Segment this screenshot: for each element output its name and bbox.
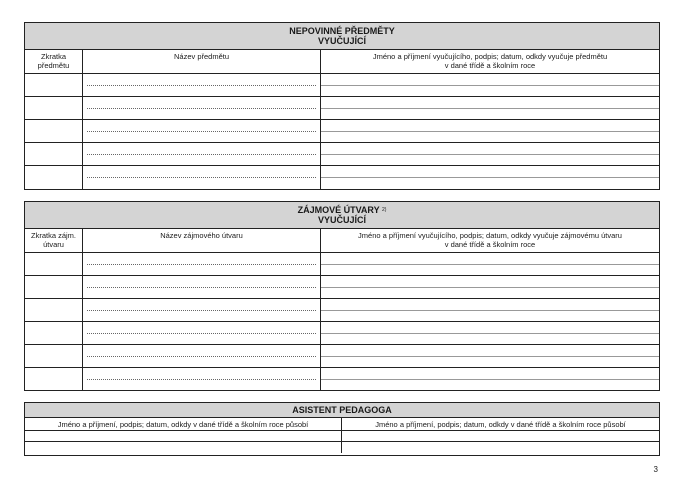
asistent-right-cell[interactable] (342, 442, 659, 453)
col-jmeno (321, 50, 659, 73)
nazev-cell[interactable] (83, 120, 321, 142)
table-row (25, 322, 659, 345)
zkratka-cell[interactable] (25, 368, 83, 391)
table-header (25, 23, 659, 50)
table-header (25, 202, 659, 229)
zkratka-cell[interactable] (25, 253, 83, 275)
jmeno-cell[interactable] (321, 166, 659, 189)
zkratka-cell[interactable] (25, 322, 83, 344)
nazev-cell[interactable] (83, 166, 321, 189)
table-row (25, 166, 659, 189)
zkratka-cell[interactable] (25, 120, 83, 142)
col-nazev: Název zájmového útvaru (83, 229, 321, 252)
col-asistent-right: Jméno a příjmení, podpis; datum, odkdy v dané třídě a školním roce působí (375, 420, 626, 429)
zkratka-cell[interactable] (25, 166, 83, 189)
jmeno-cell[interactable] (321, 368, 659, 391)
column-headers (25, 418, 659, 431)
section-subtitle: VYUČUJÍCÍ (317, 36, 366, 46)
table-body (25, 431, 659, 453)
jmeno-cell[interactable] (321, 120, 659, 142)
nazev-cell[interactable] (83, 322, 321, 344)
zkratka-cell[interactable] (25, 345, 83, 367)
section-title: ASISTENT PEDAGOGA (292, 405, 392, 415)
asistent-right-cell[interactable] (342, 431, 659, 441)
jmeno-cell[interactable] (321, 74, 659, 96)
section-subtitle: VYUČUJÍCÍ (317, 215, 366, 225)
table-row (25, 143, 659, 166)
col-jmeno-line2: v dané třídě a školním roce (444, 61, 536, 70)
nazev-cell[interactable] (83, 74, 321, 96)
table-body (25, 74, 659, 189)
asistent-left-cell[interactable] (25, 431, 342, 441)
table-header (25, 403, 659, 418)
table-row (25, 368, 659, 391)
table-body (25, 253, 659, 391)
zkratka-cell[interactable] (25, 143, 83, 165)
col-zkratka-line2: předmětu (37, 61, 70, 70)
zkratka-cell[interactable] (25, 299, 83, 321)
jmeno-cell[interactable] (321, 253, 659, 275)
col-zkratka-line1: Zkratka zájm. (30, 231, 76, 240)
nazev-cell[interactable] (83, 299, 321, 321)
nazev-cell[interactable] (83, 345, 321, 367)
footnote-ref: 2) (381, 207, 387, 213)
zajmove-utvary-table (24, 201, 660, 391)
column-headers (25, 50, 659, 74)
col-zkratka (25, 229, 83, 252)
section-title: NEPOVINNÉ PŘEDMĚTY (289, 26, 395, 36)
col-nazev: Název předmětu (83, 50, 321, 73)
nepovinne-predmety-table (24, 22, 660, 190)
col-zkratka (25, 50, 83, 73)
nazev-cell[interactable] (83, 143, 321, 165)
col-jmeno (321, 229, 659, 252)
jmeno-cell[interactable] (321, 345, 659, 367)
page-number: 3 (653, 465, 658, 474)
nazev-cell[interactable] (83, 253, 321, 275)
col-zkratka-line1: Zkratka (40, 52, 66, 61)
zkratka-cell[interactable] (25, 74, 83, 96)
table-row (25, 345, 659, 368)
zkratka-cell[interactable] (25, 276, 83, 298)
table-row (25, 120, 659, 143)
table-row (25, 442, 659, 453)
table-row (25, 74, 659, 97)
col-jmeno-line1: Jméno a příjmení vyučujícího, podpis; datum, odkdy vyučuje zájmovému útvaru (358, 231, 622, 240)
zkratka-cell[interactable] (25, 97, 83, 119)
col-jmeno-line1: Jméno a příjmení vyučujícího, podpis; datum, odkdy vyučuje předmětu (372, 52, 608, 61)
col-zkratka-line2: útvaru (43, 240, 64, 249)
nazev-cell[interactable] (83, 368, 321, 391)
section-title-text: ZÁJMOVÉ ÚTVARY (297, 205, 380, 215)
table-row (25, 299, 659, 322)
section-title (25, 205, 659, 215)
nazev-cell[interactable] (83, 97, 321, 119)
asistent-pedagoga-table (24, 402, 660, 456)
nazev-cell[interactable] (83, 276, 321, 298)
jmeno-cell[interactable] (321, 276, 659, 298)
jmeno-cell[interactable] (321, 143, 659, 165)
column-headers (25, 229, 659, 253)
jmeno-cell[interactable] (321, 97, 659, 119)
table-row (25, 431, 659, 442)
asistent-left-cell[interactable] (25, 442, 342, 453)
col-jmeno-line2: v dané třídě a školním roce (444, 240, 536, 249)
table-row (25, 253, 659, 276)
table-row (25, 276, 659, 299)
col-asistent-left: Jméno a příjmení, podpis; datum, odkdy v dané třídě a školním roce působí (25, 418, 342, 430)
jmeno-cell[interactable] (321, 299, 659, 321)
table-row (25, 97, 659, 120)
jmeno-cell[interactable] (321, 322, 659, 344)
